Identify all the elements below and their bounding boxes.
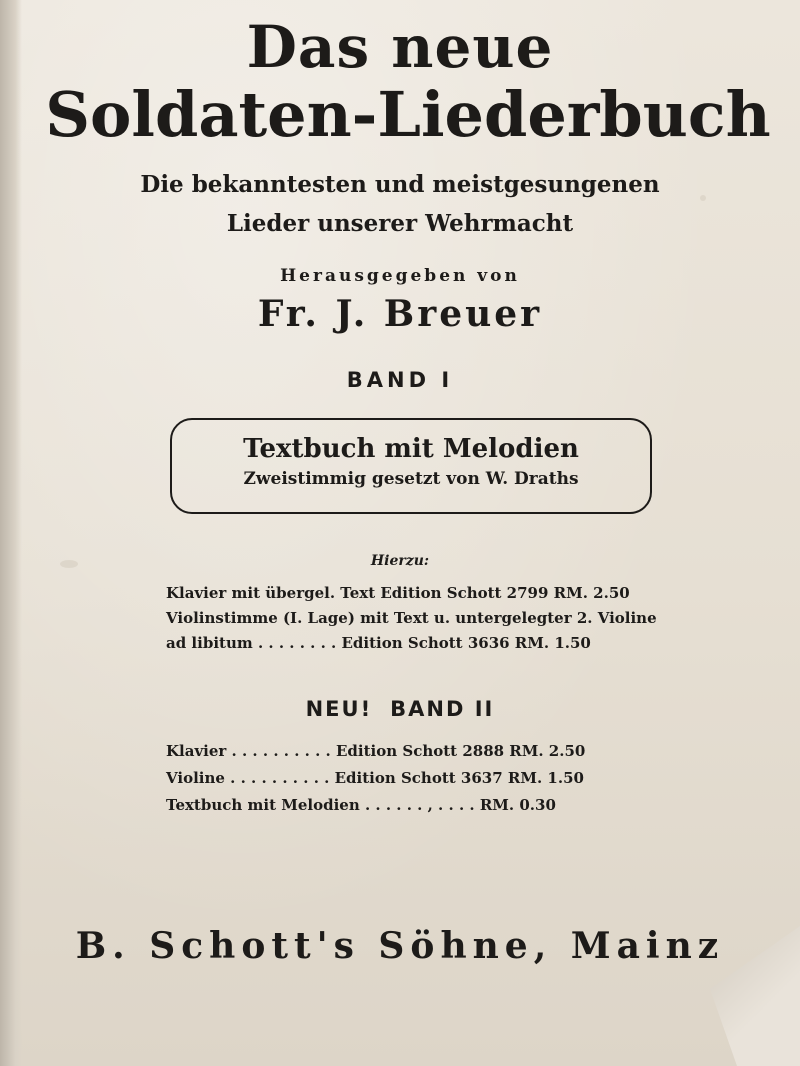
price-list-row: Textbuch mit Melodien . . . . . . , . . . . RM. 0.30 [166,796,556,814]
publisher-imprint: B. Schott's Söhne, Mainz [75,925,725,967]
title-line-1: Das neue [246,13,554,81]
price-list-row: Violinstimme (I. Lage) mit Text u. untergelegter 2. Violine [166,609,657,627]
price-list-row: Violine . . . . . . . . . . Edition Schott 3637 RM. 1.50 [166,769,584,787]
subtitle-line-1: Die bekanntesten und meistgesungenen [140,171,660,198]
supplements-heading: Hierzu: [370,553,430,569]
edition-box [170,418,652,514]
title-line-2: Soldaten-Liederbuch [45,78,771,151]
edition-box-title: Textbuch mit Melodien [243,434,579,464]
volume-2-heading [0,697,800,721]
page-edge-shadow [0,0,22,1066]
price-list-row: ad libitum . . . . . . . . Edition Schott 3636 RM. 1.50 [166,634,591,652]
edition-box-subtitle: Zweistimmig gesetzt von W. Draths [243,469,579,489]
editor-label: Herausgegeben von [280,266,520,286]
price-list-row: Klavier mit übergel. Text Edition Schott 2799 RM. 2.50 [166,584,630,602]
volume-2-label: BAND II [390,697,495,721]
price-list-row: Klavier . . . . . . . . . . Edition Schott 2888 RM. 2.50 [166,742,586,760]
new-label: NEU! [305,697,373,721]
volume-heading: BAND I [346,368,454,392]
editor-name: Fr. J. Breuer [257,293,543,335]
subtitle-line-2: Lieder unserer Wehrmacht [226,210,574,237]
